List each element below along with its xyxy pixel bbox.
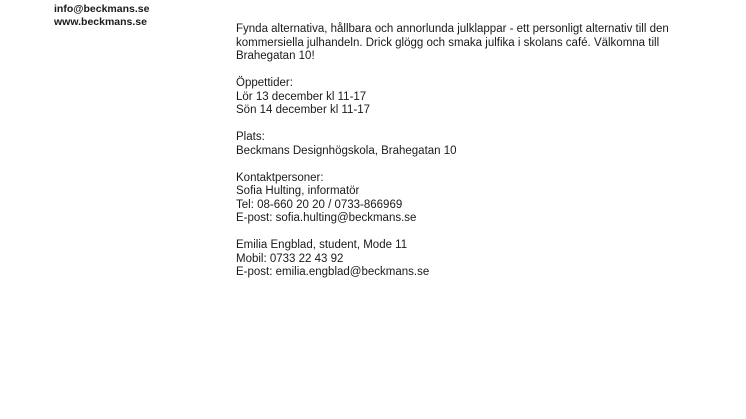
contact-email[interactable]: E-post: sofia.hulting@beckmans.se (236, 212, 417, 224)
opening-hours-line: Lör 13 december kl 11-17 (236, 90, 367, 103)
press-release-body (236, 23, 706, 293)
location-heading: Plats: (236, 131, 265, 143)
contact-name-role: Sofia Hulting, informatör (236, 185, 360, 197)
opening-hours-heading: Öppettider: (236, 77, 293, 89)
opening-hours-line: Sön 14 december kl 11-17 (236, 104, 371, 116)
contact-sidebar (54, 3, 149, 29)
intro-paragraph (236, 23, 706, 64)
contact-email[interactable]: E-post: emilia.engblad@beckmans.se (236, 266, 430, 278)
contact-phone: Tel: 08-660 20 20 / 0733-866969 (236, 198, 403, 211)
contact-second-section (236, 239, 706, 280)
location-section (236, 131, 706, 158)
contacts-section (236, 172, 706, 226)
email-link[interactable]: info@beckmans.se (54, 3, 150, 15)
opening-hours-section (236, 77, 706, 118)
location-address: Beckmans Designhögskola, Brahegatan 10 (236, 144, 457, 157)
website-link[interactable]: www.beckmans.se (54, 16, 147, 28)
contacts-heading: Kontaktpersoner: (236, 171, 324, 184)
contact-phone: Mobil: 0733 22 43 92 (236, 252, 344, 265)
contact-name-role: Emilia Engblad, student, Mode 11 (236, 239, 408, 251)
intro-text: Fynda alternativa, hållbara och annorlunda julklappar - ett personligt alternativ till den kommersiella julhandeln. Drick glögg och smaka julfika i skolans café. Välkomna till Brahegatan 10! (236, 23, 669, 62)
